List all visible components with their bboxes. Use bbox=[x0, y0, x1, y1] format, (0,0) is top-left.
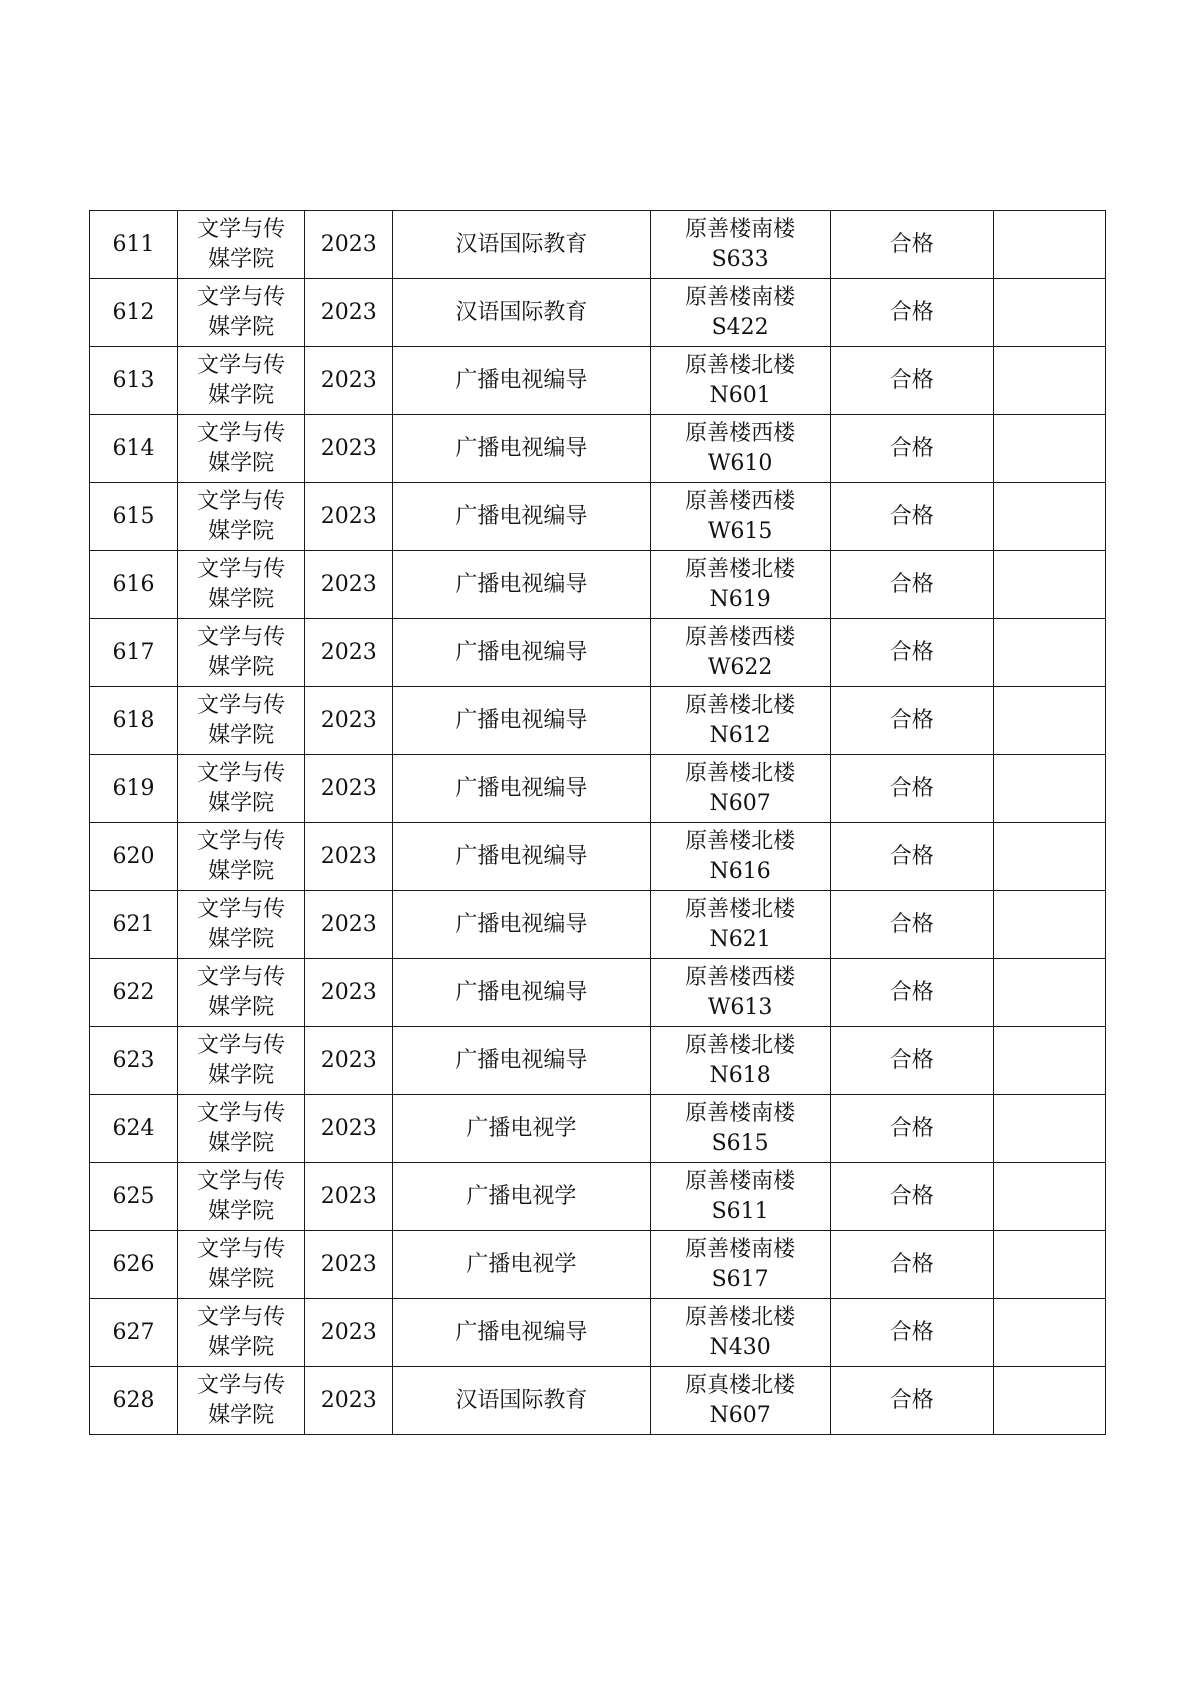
result-cell: 合格 bbox=[830, 211, 993, 279]
dormitory-room: N612 bbox=[709, 722, 771, 748]
college-line-1: 文学与传 bbox=[197, 284, 286, 310]
dormitory-cell bbox=[650, 1367, 830, 1435]
college-line-2: 媒学院 bbox=[208, 994, 275, 1020]
major-cell: 广播电视编导 bbox=[393, 415, 650, 483]
dormitory-cell bbox=[650, 211, 830, 279]
dormitory-room: S615 bbox=[711, 1130, 769, 1156]
college-line-1: 文学与传 bbox=[197, 1236, 286, 1262]
dormitory-room: N619 bbox=[709, 586, 771, 612]
result-cell: 合格 bbox=[830, 1027, 993, 1095]
remarks-cell bbox=[993, 347, 1105, 415]
enrollment-year-cell: 2023 bbox=[305, 1367, 393, 1435]
college-cell bbox=[178, 687, 305, 755]
college-line-1: 文学与传 bbox=[197, 896, 286, 922]
college-line-2: 媒学院 bbox=[208, 790, 275, 816]
remarks-cell bbox=[993, 959, 1105, 1027]
table-row bbox=[90, 755, 1106, 823]
enrollment-year-cell: 2023 bbox=[305, 687, 393, 755]
serial-number-cell: 615 bbox=[90, 483, 178, 551]
dormitory-room: N621 bbox=[709, 926, 771, 952]
remarks-cell bbox=[993, 1367, 1105, 1435]
serial-number-cell: 626 bbox=[90, 1231, 178, 1299]
college-line-2: 媒学院 bbox=[208, 722, 275, 748]
college-cell bbox=[178, 211, 305, 279]
remarks-cell bbox=[993, 619, 1105, 687]
remarks-cell bbox=[993, 1095, 1105, 1163]
enrollment-year-cell: 2023 bbox=[305, 891, 393, 959]
result-cell: 合格 bbox=[830, 1367, 993, 1435]
enrollment-year-cell: 2023 bbox=[305, 1027, 393, 1095]
major-cell: 广播电视编导 bbox=[393, 551, 650, 619]
college-line-1: 文学与传 bbox=[197, 964, 286, 990]
enrollment-year-cell: 2023 bbox=[305, 755, 393, 823]
dormitory-cell bbox=[650, 823, 830, 891]
college-cell bbox=[178, 347, 305, 415]
serial-number-cell: 620 bbox=[90, 823, 178, 891]
college-line-1: 文学与传 bbox=[197, 1168, 286, 1194]
result-cell: 合格 bbox=[830, 551, 993, 619]
dormitory-cell bbox=[650, 279, 830, 347]
serial-number-cell: 624 bbox=[90, 1095, 178, 1163]
college-cell bbox=[178, 891, 305, 959]
enrollment-year-cell: 2023 bbox=[305, 1231, 393, 1299]
college-line-2: 媒学院 bbox=[208, 858, 275, 884]
major-cell: 广播电视编导 bbox=[393, 483, 650, 551]
table-row bbox=[90, 279, 1106, 347]
serial-number-cell: 619 bbox=[90, 755, 178, 823]
serial-number-cell: 628 bbox=[90, 1367, 178, 1435]
college-line-1: 文学与传 bbox=[197, 760, 286, 786]
college-cell bbox=[178, 755, 305, 823]
college-line-1: 文学与传 bbox=[197, 828, 286, 854]
dormitory-room: N616 bbox=[709, 858, 771, 884]
college-line-1: 文学与传 bbox=[197, 488, 286, 514]
result-cell: 合格 bbox=[830, 1231, 993, 1299]
major-cell: 广播电视编导 bbox=[393, 347, 650, 415]
table-row bbox=[90, 415, 1106, 483]
major-cell: 广播电视编导 bbox=[393, 755, 650, 823]
dormitory-building: 原善楼西楼 bbox=[685, 488, 796, 514]
result-cell: 合格 bbox=[830, 279, 993, 347]
result-cell: 合格 bbox=[830, 1299, 993, 1367]
enrollment-year-cell: 2023 bbox=[305, 483, 393, 551]
result-cell: 合格 bbox=[830, 959, 993, 1027]
enrollment-year-cell: 2023 bbox=[305, 347, 393, 415]
college-line-2: 媒学院 bbox=[208, 654, 275, 680]
remarks-cell bbox=[993, 211, 1105, 279]
major-cell: 广播电视编导 bbox=[393, 1027, 650, 1095]
remarks-cell bbox=[993, 891, 1105, 959]
remarks-cell bbox=[993, 1231, 1105, 1299]
dormitory-room: W615 bbox=[707, 518, 773, 544]
result-cell: 合格 bbox=[830, 891, 993, 959]
major-cell: 汉语国际教育 bbox=[393, 1367, 650, 1435]
table-row bbox=[90, 1027, 1106, 1095]
result-cell: 合格 bbox=[830, 619, 993, 687]
dormitory-building: 原善楼北楼 bbox=[685, 556, 796, 582]
enrollment-year-cell: 2023 bbox=[305, 1163, 393, 1231]
table-row bbox=[90, 891, 1106, 959]
college-line-1: 文学与传 bbox=[197, 1304, 286, 1330]
remarks-cell bbox=[993, 755, 1105, 823]
dormitory-building: 原善楼北楼 bbox=[685, 692, 796, 718]
dormitory-room: S633 bbox=[711, 246, 769, 272]
dormitory-room: S422 bbox=[711, 314, 769, 340]
enrollment-year-cell: 2023 bbox=[305, 279, 393, 347]
remarks-cell bbox=[993, 415, 1105, 483]
dormitory-building: 原善楼北楼 bbox=[685, 828, 796, 854]
result-cell: 合格 bbox=[830, 415, 993, 483]
dormitory-cell bbox=[650, 619, 830, 687]
result-cell: 合格 bbox=[830, 483, 993, 551]
college-cell bbox=[178, 1095, 305, 1163]
serial-number-cell: 625 bbox=[90, 1163, 178, 1231]
serial-number-cell: 614 bbox=[90, 415, 178, 483]
dormitory-building: 原善楼北楼 bbox=[685, 352, 796, 378]
remarks-cell bbox=[993, 551, 1105, 619]
college-line-2: 媒学院 bbox=[208, 586, 275, 612]
dormitory-building: 原善楼西楼 bbox=[685, 964, 796, 990]
dormitory-room: N607 bbox=[709, 1402, 771, 1428]
college-line-1: 文学与传 bbox=[197, 692, 286, 718]
college-cell bbox=[178, 483, 305, 551]
college-line-2: 媒学院 bbox=[208, 1334, 275, 1360]
dormitory-room: S617 bbox=[711, 1266, 769, 1292]
result-cell: 合格 bbox=[830, 1163, 993, 1231]
records-table-body bbox=[90, 211, 1106, 1435]
result-cell: 合格 bbox=[830, 687, 993, 755]
dormitory-building: 原善楼南楼 bbox=[685, 284, 796, 310]
serial-number-cell: 617 bbox=[90, 619, 178, 687]
table-row bbox=[90, 1095, 1106, 1163]
serial-number-cell: 622 bbox=[90, 959, 178, 1027]
dormitory-building: 原善楼北楼 bbox=[685, 1032, 796, 1058]
table-row bbox=[90, 347, 1106, 415]
dormitory-cell bbox=[650, 1299, 830, 1367]
college-cell bbox=[178, 619, 305, 687]
college-cell bbox=[178, 823, 305, 891]
result-cell: 合格 bbox=[830, 347, 993, 415]
enrollment-year-cell: 2023 bbox=[305, 959, 393, 1027]
dormitory-room: N618 bbox=[709, 1062, 771, 1088]
dormitory-room: N430 bbox=[709, 1334, 771, 1360]
college-line-2: 媒学院 bbox=[208, 1062, 275, 1088]
serial-number-cell: 612 bbox=[90, 279, 178, 347]
college-line-2: 媒学院 bbox=[208, 518, 275, 544]
college-line-2: 媒学院 bbox=[208, 926, 275, 952]
dormitory-building: 原善楼北楼 bbox=[685, 760, 796, 786]
major-cell: 广播电视学 bbox=[393, 1163, 650, 1231]
table-row bbox=[90, 823, 1106, 891]
remarks-cell bbox=[993, 483, 1105, 551]
enrollment-year-cell: 2023 bbox=[305, 619, 393, 687]
dormitory-building: 原善楼西楼 bbox=[685, 624, 796, 650]
serial-number-cell: 618 bbox=[90, 687, 178, 755]
college-line-1: 文学与传 bbox=[197, 216, 286, 242]
remarks-cell bbox=[993, 279, 1105, 347]
dormitory-cell bbox=[650, 347, 830, 415]
table-row bbox=[90, 483, 1106, 551]
table-row bbox=[90, 619, 1106, 687]
college-cell bbox=[178, 1299, 305, 1367]
major-cell: 汉语国际教育 bbox=[393, 279, 650, 347]
college-line-1: 文学与传 bbox=[197, 624, 286, 650]
college-line-2: 媒学院 bbox=[208, 1198, 275, 1224]
dormitory-cell bbox=[650, 1231, 830, 1299]
remarks-cell bbox=[993, 1299, 1105, 1367]
college-cell bbox=[178, 1367, 305, 1435]
enrollment-year-cell: 2023 bbox=[305, 1095, 393, 1163]
major-cell: 广播电视编导 bbox=[393, 687, 650, 755]
dormitory-building: 原善楼南楼 bbox=[685, 216, 796, 242]
college-line-1: 文学与传 bbox=[197, 1100, 286, 1126]
college-line-1: 文学与传 bbox=[197, 352, 286, 378]
table-row bbox=[90, 959, 1106, 1027]
dormitory-room: W610 bbox=[707, 450, 773, 476]
college-line-2: 媒学院 bbox=[208, 1130, 275, 1156]
dormitory-cell bbox=[650, 755, 830, 823]
dormitory-cell bbox=[650, 483, 830, 551]
major-cell: 广播电视编导 bbox=[393, 891, 650, 959]
table-row bbox=[90, 1299, 1106, 1367]
enrollment-year-cell: 2023 bbox=[305, 415, 393, 483]
table-row bbox=[90, 211, 1106, 279]
college-cell bbox=[178, 279, 305, 347]
serial-number-cell: 623 bbox=[90, 1027, 178, 1095]
major-cell: 广播电视学 bbox=[393, 1231, 650, 1299]
enrollment-year-cell: 2023 bbox=[305, 211, 393, 279]
college-cell bbox=[178, 1231, 305, 1299]
result-cell: 合格 bbox=[830, 823, 993, 891]
table-row bbox=[90, 1231, 1106, 1299]
major-cell: 广播电视学 bbox=[393, 1095, 650, 1163]
college-line-1: 文学与传 bbox=[197, 1032, 286, 1058]
major-cell: 广播电视编导 bbox=[393, 619, 650, 687]
college-line-2: 媒学院 bbox=[208, 246, 275, 272]
college-line-1: 文学与传 bbox=[197, 1372, 286, 1398]
serial-number-cell: 611 bbox=[90, 211, 178, 279]
dormitory-building: 原真楼北楼 bbox=[685, 1372, 796, 1398]
dormitory-cell bbox=[650, 551, 830, 619]
remarks-cell bbox=[993, 687, 1105, 755]
college-cell bbox=[178, 551, 305, 619]
dormitory-cell bbox=[650, 1163, 830, 1231]
enrollment-year-cell: 2023 bbox=[305, 551, 393, 619]
table-row bbox=[90, 687, 1106, 755]
remarks-cell bbox=[993, 1027, 1105, 1095]
dormitory-building: 原善楼南楼 bbox=[685, 1236, 796, 1262]
dormitory-room: N601 bbox=[709, 382, 771, 408]
remarks-cell bbox=[993, 823, 1105, 891]
table-row bbox=[90, 1367, 1106, 1435]
result-cell: 合格 bbox=[830, 1095, 993, 1163]
college-cell bbox=[178, 959, 305, 1027]
dormitory-cell bbox=[650, 687, 830, 755]
dormitory-room: W622 bbox=[707, 654, 773, 680]
college-cell bbox=[178, 415, 305, 483]
dormitory-cell bbox=[650, 891, 830, 959]
dormitory-room: N607 bbox=[709, 790, 771, 816]
dormitory-building: 原善楼北楼 bbox=[685, 1304, 796, 1330]
enrollment-year-cell: 2023 bbox=[305, 1299, 393, 1367]
college-line-1: 文学与传 bbox=[197, 556, 286, 582]
dormitory-building: 原善楼南楼 bbox=[685, 1168, 796, 1194]
college-line-2: 媒学院 bbox=[208, 1402, 275, 1428]
major-cell: 广播电视编导 bbox=[393, 1299, 650, 1367]
college-line-1: 文学与传 bbox=[197, 420, 286, 446]
dormitory-cell bbox=[650, 1095, 830, 1163]
dormitory-building: 原善楼北楼 bbox=[685, 896, 796, 922]
major-cell: 广播电视编导 bbox=[393, 959, 650, 1027]
dormitory-cell bbox=[650, 1027, 830, 1095]
dormitory-room: S611 bbox=[711, 1198, 769, 1224]
dormitory-cell bbox=[650, 959, 830, 1027]
dormitory-room: W613 bbox=[707, 994, 773, 1020]
remarks-cell bbox=[993, 1163, 1105, 1231]
college-cell bbox=[178, 1027, 305, 1095]
serial-number-cell: 616 bbox=[90, 551, 178, 619]
serial-number-cell: 613 bbox=[90, 347, 178, 415]
college-line-2: 媒学院 bbox=[208, 382, 275, 408]
college-line-2: 媒学院 bbox=[208, 314, 275, 340]
dormitory-building: 原善楼南楼 bbox=[685, 1100, 796, 1126]
dormitory-cell bbox=[650, 415, 830, 483]
serial-number-cell: 627 bbox=[90, 1299, 178, 1367]
enrollment-year-cell: 2023 bbox=[305, 823, 393, 891]
major-cell: 广播电视编导 bbox=[393, 823, 650, 891]
table-row bbox=[90, 1163, 1106, 1231]
result-cell: 合格 bbox=[830, 755, 993, 823]
records-table bbox=[89, 210, 1106, 1435]
major-cell: 汉语国际教育 bbox=[393, 211, 650, 279]
serial-number-cell: 621 bbox=[90, 891, 178, 959]
dormitory-building: 原善楼西楼 bbox=[685, 420, 796, 446]
college-line-2: 媒学院 bbox=[208, 450, 275, 476]
college-line-2: 媒学院 bbox=[208, 1266, 275, 1292]
table-row bbox=[90, 551, 1106, 619]
college-cell bbox=[178, 1163, 305, 1231]
